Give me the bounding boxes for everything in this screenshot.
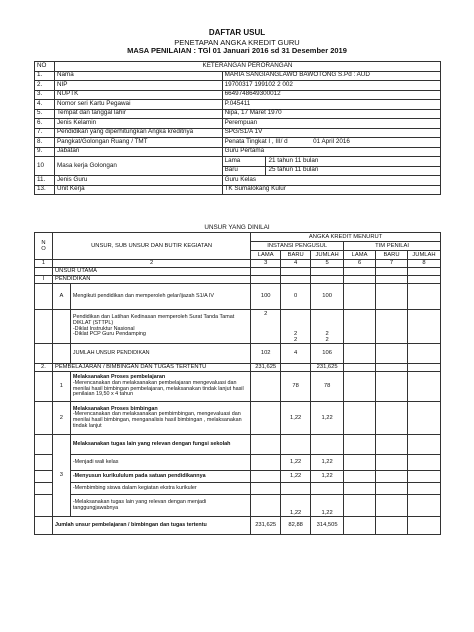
field-gender: Perempuan [222, 119, 440, 129]
column-number-row: 1 2 3 4 5 6 7 8 [35, 260, 441, 268]
field-pangkat: Penata Tingkat I , III/ d 01 April 2016 [222, 138, 440, 148]
field-unit-kerja: TK Sumalokang Kulur [222, 185, 440, 195]
table-row: -Membimbing siswa dalam kegiatan ekstra kurikuler [35, 483, 441, 495]
table-row: 8. Pangkat/Golongan Ruang / TMT Penata Tingkat I , III/ d 01 April 2016 [35, 138, 441, 148]
field-nip: 19700317 199102 2 002 [222, 81, 440, 91]
table-row: 10 Masa kerja Golongan Lama 21 tahun 11 bulan [35, 157, 441, 167]
field-pendidikan: SPG/S1/A 1V [222, 128, 440, 138]
table-row: 4. Nomor seri Kartu Pegawai P.045411 [35, 100, 441, 110]
table-row: -Menyusun kurikululum pada satuan pendidikannya 1,22 1,22 [35, 471, 441, 483]
table-row: 3 Melaksanakan tugas lain yang relevan dengan fungsi sekolah [35, 435, 441, 455]
col-angka-header: ANGKA KREDIT MENURUT [251, 233, 441, 242]
table-row: -Menjadi wali kelas 1,22 1,22 [35, 455, 441, 471]
field-karpeg: P.045411 [222, 100, 440, 110]
table-row: 11. Jenis Guru Guru Kelas [35, 176, 441, 186]
field-ttl: Nipa, 17 Maret 1970 [222, 109, 440, 119]
field-masa-baru: 25 tahun 11 bulan [266, 166, 441, 176]
table-row: Jumlah unsur pembelajaran / bimbingan dan tugas tertentu 231,625 82,88 314,505 [35, 517, 441, 535]
table-row: UNSUR UTAMA [35, 268, 441, 276]
table-row: 1. Nama MARIA SANGIANGLAWO BAWOTONG S.Pd : AUD [35, 71, 441, 81]
field-nuptk: 6649748649300012 [222, 90, 440, 100]
col-no-header: N O [35, 233, 53, 260]
doc-period: MASA PENILAIAN : TGl 01 Januari 2016 sd 31 Desember 2019 [127, 46, 347, 55]
table-row: 9. Jabatan Guru Pertama [35, 147, 441, 157]
table-row: 2. PEMBELAJARAN / BIMBINGAN DAN TUGAS TERTENTU 231,625 231,625 [35, 364, 441, 372]
table-row: JUMLAH UNSUR PENDIDIKAN 102 4 106 [35, 344, 441, 364]
table-row: Pendidikan dan Latihan Kedinasan memperoleh Surat Tanda Tamat DIKLAT (STTPL) -Diklat Instruktur Nasional -Diklat PCP Guru Pendamping 2 2 2 2 2 [35, 310, 441, 344]
table-row: 3. NUPTK 6649748649300012 [35, 90, 441, 100]
field-jenis-guru: Guru Kelas [222, 176, 440, 186]
table-row: 1 Melaksanakan Proses pembelajaran -Merencanakan dan melaksanakan pembelajaran mengevaluasi dan menilai hasil bimbingan pembelajaran, melaksanakan tindak lanjut hasil penilaian 19,50 x 4 tahun 78 78 [35, 372, 441, 402]
doc-title: DAFTAR USUL [208, 28, 266, 37]
personal-info-table [34, 61, 441, 195]
table-row: Baru 25 tahun 11 bulan [35, 166, 441, 176]
col-personal-header: KETERANGAN PERORANGAN [54, 62, 440, 72]
table-row: I PENDIDIKAN [35, 276, 441, 284]
field-masa-lama: 21 tahun 11 bulan [266, 157, 441, 167]
table-row: 5. Tempat dan tanggal lahir Nipa, 17 Maret 1970 [35, 109, 441, 119]
table-row: 6. Jenis Kelamin Perempuan [35, 119, 441, 129]
table-row: A Mengikuti pendidikan dan memperoleh gelar/ijazah S1/A IV 100 0 100 [35, 284, 441, 310]
doc-subtitle: PENETAPAN ANGKA KREDIT GURU [174, 38, 300, 47]
table-row: 2. NIP 19700317 199102 2 002 [35, 81, 441, 91]
field-jabatan: Guru Pertama [222, 147, 440, 157]
table-row: 7. Pendidikan yang diperhitungkan Angka kreditnya SPG/S1/A 1V [35, 128, 441, 138]
table-row: 13. Unit Kerja TK Sumalokang Kulur [35, 185, 441, 195]
col-no-header: NO [35, 62, 55, 72]
field-nama: MARIA SANGIANGLAWO BAWOTONG S.Pd : AUD [222, 71, 440, 81]
section-title: UNSUR YANG DINILAI [204, 224, 270, 231]
table-row: -Melaksanakan tugas lain yang relevan dengan menjadi tanggungjawabnya 1,22 1,22 [35, 495, 441, 517]
col-unsur-header: UNSUR, SUB UNSUR DAN BUTIR KEGIATAN [52, 233, 250, 260]
table-row: 2 Melaksanakan Proses bimbingan -Merencanakan dan melaksanakan pembimbingan, mengevaluasi dan menilai hasil bimbingan, menganalisis hasil bimbingan , melaksanakan tindak lanjut 1,22 1,22 [35, 402, 441, 435]
assessment-table: N O UNSUR, SUB UNSUR DAN BUTIR KEGIATAN ANGKA KREDIT MENURUT INSTANSI PENGUSUL TIM PENILAI LAMA BARU JUMLAH LAMA BARU JUMLAH 1 2 3 4 5 6 7 8 UNSUR UTAMA I PENDIDIKAN A Mengikuti pendidikan dan memperoleh gelar/ijazah S1/A IV 100 0 100 Pendidikan dan Latihan Kedinasan memperoleh Surat Tanda Tamat DIKLAT (STTPL) -Diklat Instruktur Nasional -Diklat PCP Guru Pendamping 2 2 2 2 2 JUMLAH UNSUR PENDIDIKAN 102 4 106 2. PEMBELAJARAN / BIMBINGAN DAN TUGAS TERTENTU 231,625 231,625 1 Melaksanakan Proses pembelajaran -Merencanakan dan melaksanakan pembelajaran mengevaluasi dan menilai hasil bimbingan pembelajaran, melaksanakan tindak lanjut hasil penilaian 19,50 x 4 tahun 78 78 2 Melaksanakan Proses bimbingan -Merencanakan dan melaksanakan pembimbingan, mengevaluasi dan menilai hasil bimbingan, menganalisis hasil bimbingan , melaksanakan tindak lanjut 1,22 1,22 3 Melaksanakan tugas lain yang relevan dengan fungsi sekolah -Menjadi wali kelas 1,22 1,22 -Menyusun kurikululum pada satuan pendidikannya 1,22 1,22 -Membimbing siswa dalam kegiatan ekstra kurikuler -Melaksanakan tugas lain yang relevan dengan menjadi tanggungjawabnya 1,22 1,22 Jumlah unsur pembelajaran / bimbingan dan tugas tertentu 231,625 82,88 314,505 [34, 232, 441, 535]
